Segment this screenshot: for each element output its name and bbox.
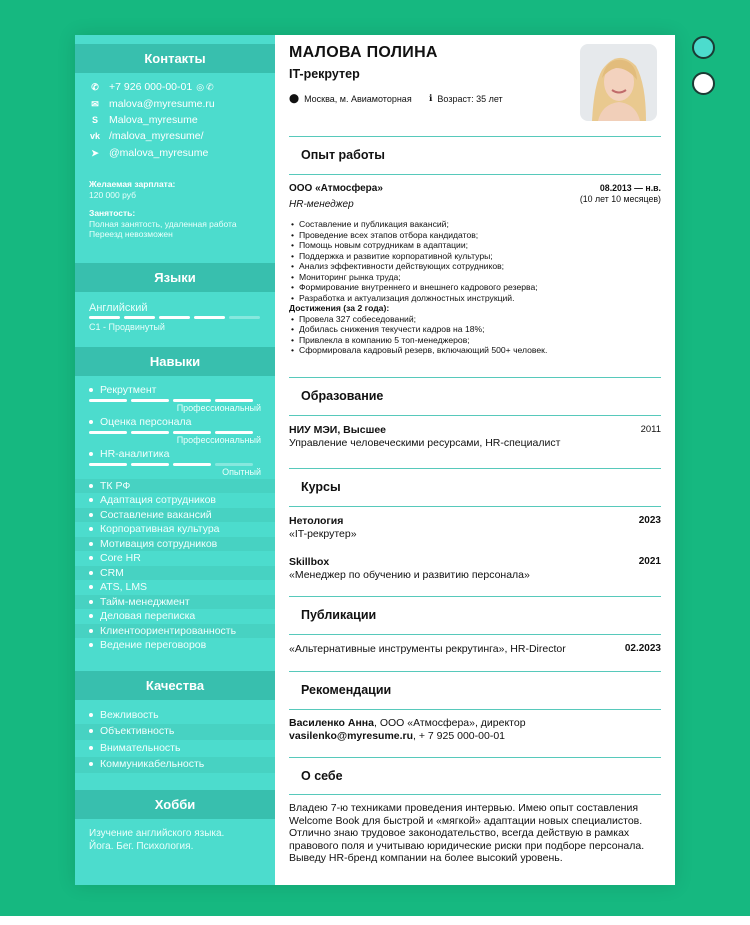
skill-item: Составление вакансий [89,509,212,521]
skill-item: Мотивация сотрудников [89,538,217,550]
course-year: 2021 [638,556,661,567]
contacts-header: Контакты [75,44,275,73]
recommendations-header: Рекомендации [301,683,392,697]
qualities-header: Качества [75,671,275,700]
duty-item: • Разработка и актуализация должностных инструкций. [289,293,547,304]
duty-item: • Помощь новым сотрудникам в адаптации; [289,240,547,251]
duty-item: • Мониторинг рынка труда; [289,272,547,283]
quality-item: Вежливость [89,709,159,721]
viber-icon: ✆ [206,82,214,92]
course-org: Skillbox [289,556,330,568]
employment-value: Полная занятость, удаленная работа [89,218,237,229]
phone-text: +7 926 000-00-01 [109,81,193,93]
template-color-dot-white[interactable] [692,72,715,95]
skill-item: Оценка персонала [89,416,191,428]
achievement-item: • Провела 327 собеседований; [289,314,547,325]
quality-item: Внимательность [89,742,180,754]
achievement-item: • Привлекла в компанию 5 топ-менеджеров; [289,335,547,346]
skill-item: Рекрутмент [89,384,156,396]
skill-level-bar [89,463,253,466]
contact-telegram [89,145,208,161]
skill-item: ATS, LMS [89,581,147,593]
relocation-value: Переезд невозможен [89,229,173,239]
phone-icon: ✆ [91,82,99,92]
experience-company: ООО «Атмосфера» [289,183,383,194]
telegram-text: @malova_myresume [109,147,209,159]
experience-position: HR-менеджер [289,199,354,210]
duty-item: • Проведение всех этапов отбора кандидатов; [289,230,547,241]
course-org: Нетология [289,515,344,527]
salary-value: 120 000 руб [89,189,136,200]
language-level-bar [89,316,260,319]
skype-icon: S [91,115,98,125]
publications-header: Публикации [301,608,377,622]
skill-item: ТК РФ [89,480,130,492]
duty-item: • Составление и публикация вакансий; [289,219,547,230]
employment-label: Занятость: [89,208,136,218]
skill-item: Корпоративная культура [89,523,220,535]
achievement-item: • Добилась снижения текучести кадров на 18%; [289,324,547,335]
info-icon: ℹ [429,93,433,103]
template-color-dot-teal[interactable] [692,36,715,59]
whatsapp-icon: ◎ [196,82,205,92]
hobbies-text: Изучение английского языка. Йога. Бег. Психология. [89,828,225,852]
publication-item: «Альтернативные инструменты рекрутинга», HR-Director [289,643,566,655]
skill-level: Профессиональный [176,403,261,413]
skill-item: Тайм-менеджмент [89,596,190,608]
skype-text: Malova_myresume [109,114,198,126]
location: ⬤ Москва, м. Авиамоторная [289,93,412,104]
main-content [275,35,675,885]
course-name: «Менеджер по обучению и развитию персонала» [289,569,530,581]
job-title: IT-рекрутер [289,67,360,81]
education-school: НИУ МЭИ, Высшее [289,424,386,436]
location-icon: ⬤ [289,93,300,103]
duty-item: • Анализ эффективности действующих сотрудников; [289,261,547,272]
contact-skype [89,112,198,128]
telegram-icon: ➤ [91,148,99,158]
languages-header: Языки [75,263,275,292]
skill-level: Опытный [222,467,261,477]
skill-item: Деловая переписка [89,610,195,622]
experience-header: Опыт работы [301,148,385,162]
resume-page [75,35,675,885]
hobbies-header: Хобби [75,790,275,819]
duty-item: • Поддержка и развитие корпоративной культуры; [289,251,547,262]
courses-header: Курсы [301,480,341,494]
contact-email [89,96,215,112]
about-text: Владею 7-ю техниками проведения интервью. Имею опыт составления Welcome Book для быстрой и «мягкой» адаптации новых специалистов. Отлично знаю трудовое законодательство, всегда действую в рамках правового поля и учитываю юридические риски при подборе персонала. Выведу HR-бренд компании на более высокий уровень. [289,802,645,864]
experience-period: 08.2013 — н.в. [599,183,661,193]
full-name: МАЛОВА ПОЛИНА [289,44,438,61]
skill-level-bar [89,399,253,402]
vk-text: /malova_myresume/ [109,130,204,142]
recommendation-contacts: vasilenko@myresume.ru, + 7 925 000-00-01 [289,730,505,742]
achievements-label: Достижения (за 2 года): [289,303,390,313]
contact-phone [89,79,214,95]
vk-icon: vk [89,131,100,141]
email-text: malova@myresume.ru [109,98,215,110]
skill-level: Профессиональный [176,435,261,445]
contact-vk [89,128,204,144]
email-icon: ✉ [91,99,99,109]
experience-duration: (10 лет 10 месяцев) [579,194,661,204]
course-year: 2023 [638,515,661,526]
education-year: 2011 [640,424,661,435]
bottom-strip [0,916,750,925]
skill-level-bar [89,431,253,434]
quality-item: Объективность [89,725,174,737]
skill-item: Ведение переговоров [89,639,206,651]
language-level: C1 - Продвинутый [89,322,165,332]
duty-item: • Формирование внутреннего и внешнего кадрового резерва; [289,282,547,293]
sidebar [75,35,275,885]
education-header: Образование [301,389,384,403]
salary-label: Желаемая зарплата: [89,179,176,189]
experience-duties [289,219,547,356]
course-name: «IT-рекрутер» [289,528,357,540]
quality-item: Коммуникабельность [89,758,204,770]
salary-block [89,179,175,200]
employment-block [89,208,237,240]
skill-item: Core HR [89,552,141,564]
about-header: О себе [301,769,343,783]
skill-item: Адаптация сотрудников [89,494,216,506]
skill-item: HR-аналитика [89,448,169,460]
achievement-item: • Сформировала кадровый резерв, включающий 500+ человек. [289,345,547,356]
skills-header: Навыки [75,347,275,376]
language-name: Английский [89,302,148,314]
education-specialty: Управление человеческими ресурсами, HR-специалист [289,437,561,449]
profile-photo [580,44,657,121]
publication-date: 02.2023 [624,643,661,654]
age: ℹ Возраст: 35 лет [429,93,503,104]
skill-item: CRM [89,567,124,579]
skill-item: Клиентоориентированность [89,625,236,637]
recommendation-person: Василенко Анна, ООО «Атмосфера», директор [289,717,526,729]
